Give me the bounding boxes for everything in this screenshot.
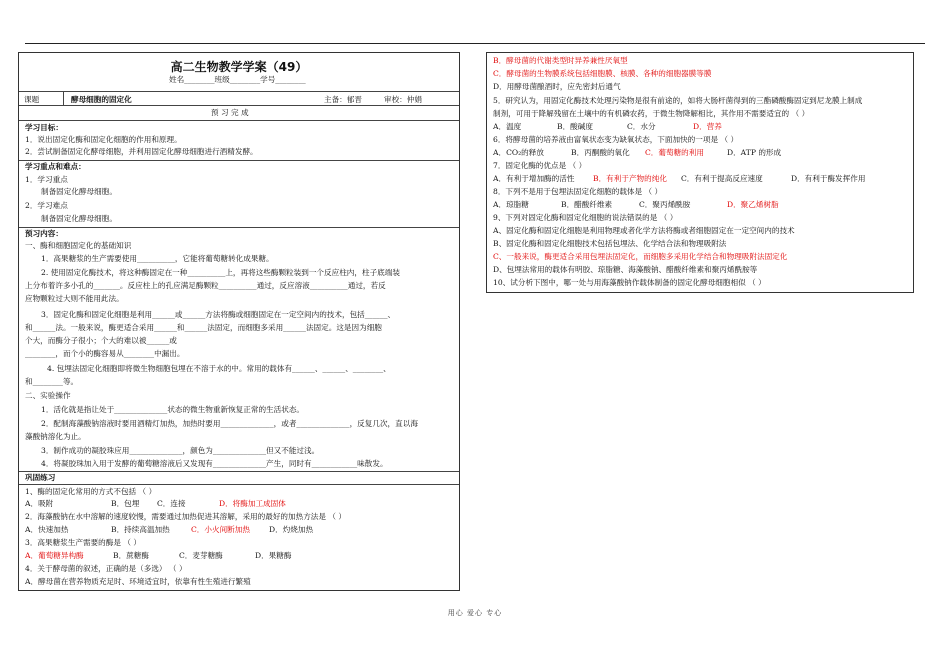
q4-option-d: D．用酵母菌酿酒时，应先密封后通气	[493, 82, 621, 91]
question-10: 10、试分析下图中，哪一处与用海藻酸钠作载体制备的固定化酵母细胞相似 （ ）	[493, 278, 766, 287]
goal-2: 2．尝试制备固定化酵母细胞，并利用固定化酵母细胞进行酒精发酵。	[25, 147, 258, 156]
q2-option-c: C．小火间断加热	[191, 525, 250, 534]
q7-option-d: D．有利于酶发挥作用	[791, 174, 866, 183]
keypoint-2-text: 制备固定化酵母细胞。	[41, 214, 117, 223]
para-3b: 和______法。一般来说，酶更适合采用______和______法固定，而细胞多采用______法固定。这是因为细胞	[25, 323, 382, 332]
q2-option-d: D．灼烧加热	[269, 525, 314, 534]
question-5b: 制剂，可用于降解残留在土壤中的有机磷农药，于微生物降解相比，其作用不需要适宜的 （ ）	[493, 109, 810, 118]
para-3c: 个大，而酶分子很小；个大的难以被______或	[25, 336, 177, 345]
q4-option-a: A．酵母菌在营养物质充足时、环境适宜时，依靠有性生殖进行繁殖	[25, 577, 251, 586]
q1-option-b: B．包埋	[111, 499, 140, 508]
goal-1: 1．说出固定化酶和固定化细胞的作用和原理。	[25, 135, 182, 144]
question-7: 7．固定化酶的优点是 （ ）	[493, 161, 587, 170]
para-4a: 4. 包埋法固定化细胞即将微生物细胞包埋在不溶于水的中。常用的载体有______、______、________、	[47, 364, 391, 373]
exp-1: 1．活化就是指让处于______________状态的微生物重新恢复正常的生活状态。	[41, 405, 305, 414]
topic-row-top	[19, 91, 459, 92]
q4-option-c: C．酵母菌的生物膜系统包括细胞膜、核膜、各种的细胞器膜等膜	[493, 69, 712, 78]
q6-option-c: C．葡萄糖的利用	[645, 148, 704, 157]
q7-option-a: A．有利于增加酶的活性	[493, 174, 575, 183]
preview-row-bottom	[19, 120, 459, 121]
question-9: 9、下列对固定化酶和固定化细胞的说法错误的是 （ ）	[493, 213, 678, 222]
content-heading: 预习内容：	[25, 229, 63, 238]
editor: 主备：郁晋	[324, 95, 362, 104]
question-8: 8．下列不是用于包埋法固定化细胞的载体是 （ ）	[493, 187, 663, 196]
q5-option-a: A．温度	[493, 122, 522, 131]
keypoints-heading: 学习重点和难点：	[25, 162, 86, 171]
q9-option-c: C、一般来说，酶更适合采用包埋法固定化，而细胞多采用化学结合和物理吸附法固定化	[493, 252, 788, 261]
topic-value: 酵母细胞的固定化	[71, 95, 132, 104]
q6-option-d: D．ATP 的形成	[727, 148, 782, 157]
q2-option-b: B．持续高温加热	[111, 525, 170, 534]
q3-option-b: B．蔗糖酶	[113, 551, 149, 560]
q5-option-c: C．水分	[627, 122, 656, 131]
question-5a: 5．研究认为，用固定化酶技术处理污染物是很有前途的，如将大肠杆菌得到的三酯磷酸酶固定到尼龙膜上制成	[493, 96, 863, 105]
para-2a: 2. 使用固定化酶技术，将这种酶固定在一种__________上，再将这些酶颗粒装到一个反应柱内，柱子底端装	[41, 268, 400, 277]
exp-2a: 2．配制海藻酸钠溶液时要用酒精灯加热，加热时要用______________，或者______________，反复几次，直以海	[41, 419, 418, 428]
q2-option-a: A．快速加热	[25, 525, 69, 534]
q8-option-b: B．醋酸纤维素	[561, 200, 613, 209]
reviewer: 审校：仲娟	[384, 95, 422, 104]
top-rule	[25, 43, 925, 44]
q5-option-d: D．营养	[693, 122, 722, 131]
q5-option-b: B．酸碱度	[557, 122, 593, 131]
goals-heading: 学习目标：	[25, 123, 63, 132]
para-3d: ________，而个小的酶容易从________中漏出。	[25, 349, 185, 358]
preview-section: 预 习 完 成	[211, 108, 249, 117]
exp-3: 3．制作成功的凝胶珠应用______________，颜色为______________但又不能过浅。	[41, 446, 320, 455]
q7-option-c: C．有利于提高反应速度	[681, 174, 763, 183]
para-1: 1．高果糖浆的生产需要使用__________，它能将葡萄糖转化成果糖。	[41, 254, 274, 263]
question-3: 3．高果糖浆生产需要的酶是 （ ）	[25, 538, 141, 547]
question-4: 4．关于酵母菌的叙述，正确的是（多选） （ ）	[25, 564, 187, 573]
question-2: 2．海藻酸钠在水中溶解的速度较慢，需要通过加热促进其溶解，采用的最好的加热方法是 （ ）	[25, 512, 346, 521]
name-line: 姓名________班级________学号________	[169, 75, 306, 84]
para-2c: 应物颗粒过大则不能用此法。	[25, 294, 124, 303]
q9-option-d: D、包埋法常用的载体有明胶、琼脂糖、海藻酸钠、醋酸纤维素和聚丙烯酰胺等	[493, 265, 758, 274]
q3-option-c: C．麦芽糖酶	[179, 551, 223, 560]
keypoint-2: 2．学习难点	[25, 201, 68, 210]
q4-option-b: B．酵母菌的代谢类型时异养兼性厌氧型	[493, 56, 628, 65]
practice-heading: 巩固练习	[25, 473, 56, 482]
page-title: 高二生物教学学案（49）	[170, 60, 308, 74]
q8-option-a: A．琼脂糖	[493, 200, 529, 209]
q8-option-d: D．聚乙烯树脂	[727, 200, 779, 209]
question-1: 1、酶的固定化常用的方式不包括 （ ）	[25, 487, 157, 496]
q9-option-a: A、固定化酶和固定化细胞是利用物理或者化学方法将酶或者细胞固定在一定空间内的技术	[493, 226, 795, 235]
q1-option-a: A．吸附	[25, 499, 54, 508]
para-4b: 和________等。	[25, 377, 79, 386]
q8-option-c: C．聚丙烯酰胺	[639, 200, 691, 209]
keypoint-1-text: 制备固定化酵母细胞。	[41, 187, 117, 196]
question-6: 6．将酵母菌的培养液由富氧状态变为缺氧状态，下面加快的一项是 （ ）	[493, 135, 739, 144]
left-panel	[18, 52, 460, 591]
page-footer: 用心 爱心 专心	[447, 609, 503, 617]
exp-4: 4．将凝胶珠加入用于发酵的葡萄糖溶液后又发现有______________产生，同时有____________味散发。	[41, 459, 388, 468]
keypoint-1: 1．学习重点	[25, 175, 68, 184]
exp-2b: 藻酸钠溶化为止。	[25, 432, 86, 441]
q6-option-a: A．CO₂的释放	[493, 148, 544, 157]
topic-label: 课题	[24, 95, 40, 104]
q9-option-b: B、固定化酶和固定化细胞技术包括包埋法、化学结合法和物理吸附法	[493, 239, 727, 248]
q1-option-d: D．将酶加工成固体	[219, 499, 286, 508]
topic-row-bottom	[19, 105, 459, 106]
q7-option-b: B．有利于产物的纯化	[593, 174, 667, 183]
right-panel	[486, 52, 914, 293]
section-1: 一、酶和细胞固定化的基础知识	[25, 241, 132, 250]
para-2b: 上分布着许多小孔的_______。反应柱上的孔应满足酶颗粒__________通过，反应溶液__________通过，若反	[25, 281, 386, 290]
q3-option-d: D．果糖酶	[255, 551, 292, 560]
q1-option-c: C．连接	[157, 499, 186, 508]
para-3a: 3．固定化酶和固定化细胞是利用______或______方法将酶或细胞固定在一定空间内的技术，包括______、	[41, 310, 396, 319]
section-2: 二、实验操作	[25, 391, 71, 400]
q6-option-b: B．丙酮酸的氧化	[571, 148, 630, 157]
q3-option-a: A．葡萄糖异构酶	[25, 551, 84, 560]
